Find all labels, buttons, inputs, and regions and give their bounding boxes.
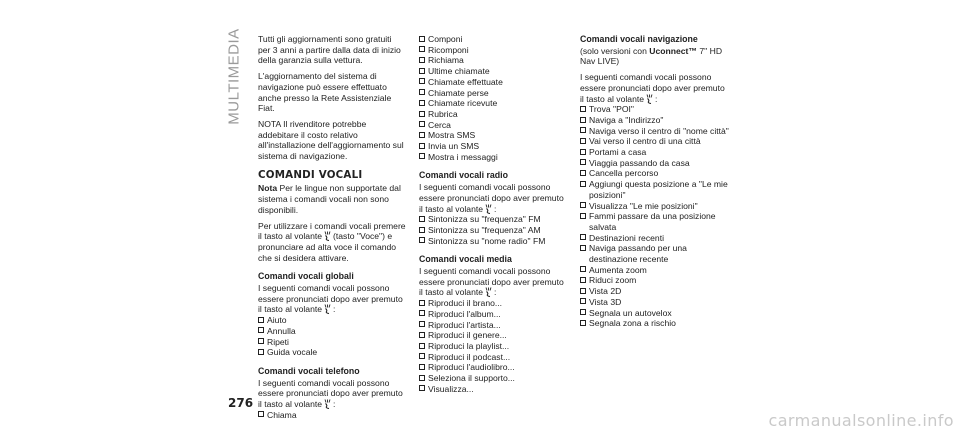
- command-item: [419, 298, 569, 309]
- command-item: [580, 158, 730, 169]
- checkbox-bullet-icon: [419, 300, 425, 306]
- command-item-label: Richiama: [428, 55, 464, 66]
- command-item-label: Riproduci il brano...: [428, 298, 503, 309]
- command-item-label: Sintonizza su "frequenza" FM: [428, 214, 541, 225]
- subsection-intro: I seguenti comandi vocali possono essere pronunciati dopo aver premuto il tasto al volante :: [580, 72, 725, 104]
- command-item: [419, 34, 569, 45]
- command-item: [580, 147, 730, 158]
- command-item-label: Sintonizza su "nome radio" FM: [428, 235, 546, 246]
- command-item-label: Ricomponi: [428, 44, 469, 55]
- subsection-intro: I seguenti comandi vocali possono essere pronunciati dopo aver premuto il tasto al volante :: [419, 182, 564, 214]
- checkbox-bullet-icon: [419, 375, 425, 381]
- command-item-label: Componi: [428, 34, 463, 44]
- voice-command-icon: [323, 231, 332, 241]
- command-item-label: Riproduci la playlist...: [428, 340, 510, 351]
- command-item: [419, 141, 569, 152]
- checkbox-bullet-icon: [258, 411, 264, 417]
- command-item: [419, 309, 569, 320]
- checkbox-bullet-icon: [580, 298, 586, 304]
- checkbox-bullet-icon: [419, 121, 425, 127]
- command-item: [258, 315, 406, 326]
- command-item-label: Aggiungi questa posizione a "Le mie posizioni": [589, 179, 728, 200]
- command-item-label: Aumenta zoom: [589, 264, 647, 275]
- checkbox-bullet-icon: [419, 132, 425, 138]
- command-item: [419, 236, 569, 247]
- command-item-label: Visualizza "Le mie posizioni": [589, 200, 698, 211]
- command-item-label: Cerca: [428, 119, 451, 130]
- command-item: [580, 233, 730, 244]
- command-item-label: Vai verso il centro di una città: [589, 136, 701, 147]
- command-item: [258, 337, 406, 348]
- subsection-title: Comandi vocali globali: [258, 271, 354, 282]
- command-item: [419, 214, 569, 225]
- command-list: [258, 410, 406, 421]
- checkbox-bullet-icon: [580, 106, 586, 112]
- nota-label: Nota: [258, 183, 278, 194]
- command-item-label: Destinazioni recenti: [589, 232, 664, 243]
- command-item: [580, 265, 730, 276]
- watermark: carmanualsonline.info: [768, 411, 954, 429]
- command-list: [419, 214, 569, 246]
- voice-command-icon: [323, 399, 332, 409]
- command-item: [580, 104, 730, 115]
- page-number: 276: [228, 396, 254, 410]
- command-item-label: Chiama: [267, 409, 297, 420]
- command-item: [419, 384, 569, 395]
- checkbox-bullet-icon: [580, 309, 586, 315]
- command-item-label: Ultime chiamate: [428, 66, 490, 77]
- command-item: [580, 126, 730, 137]
- checkbox-bullet-icon: [580, 170, 586, 176]
- command-item-label: Cancella percorso: [589, 168, 659, 179]
- command-item: [419, 77, 569, 88]
- checkbox-bullet-icon: [580, 127, 586, 133]
- checkbox-bullet-icon: [419, 36, 425, 42]
- command-item-label: Ripeti: [267, 336, 289, 347]
- command-item-label: Aiuto: [267, 315, 287, 326]
- voice-command-icon: [323, 304, 332, 314]
- command-item: [419, 352, 569, 363]
- command-item-label: Portami a casa: [589, 147, 647, 158]
- section-title: COMANDI VOCALI: [258, 168, 363, 181]
- command-item: [419, 98, 569, 109]
- command-item: [419, 45, 569, 56]
- command-item: [419, 109, 569, 120]
- command-item: [419, 341, 569, 352]
- checkbox-bullet-icon: [419, 332, 425, 338]
- checkbox-bullet-icon: [419, 143, 425, 149]
- checkbox-bullet-icon: [419, 343, 425, 349]
- command-item-label: Riproduci il genere...: [428, 330, 507, 341]
- nota-text: Per le lingue non supportate dal sistema i comandi vocali non sono disponibili.: [258, 183, 401, 215]
- command-item-label: Guida vocale: [267, 347, 318, 358]
- checkbox-bullet-icon: [580, 288, 586, 294]
- command-item-label: Viaggia passando da casa: [589, 157, 690, 168]
- command-item-label: Chiamate effettuate: [428, 76, 503, 87]
- command-item-label: Fammi passare da una posizione salvata: [589, 211, 716, 232]
- command-item: [419, 225, 569, 236]
- checkbox-bullet-icon: [580, 181, 586, 187]
- command-item: [419, 130, 569, 141]
- command-item: [580, 243, 730, 264]
- command-item: [419, 88, 569, 99]
- checkbox-bullet-icon: [419, 227, 425, 233]
- command-item-label: Riproduci l'album...: [428, 308, 501, 319]
- command-item: [580, 201, 730, 212]
- intro-paragraph: Tutti gli aggiornamenti sono gratuiti per 3 anni a partire dalla data di inizio della garanzia sulla vettura.: [258, 34, 401, 66]
- command-item: [580, 286, 730, 297]
- command-item-label: Naviga a "Indirizzo": [589, 114, 664, 125]
- command-item-label: Seleziona il supporto...: [428, 373, 515, 384]
- checkbox-bullet-icon: [419, 78, 425, 84]
- checkbox-bullet-icon: [580, 234, 586, 240]
- checkbox-bullet-icon: [419, 68, 425, 74]
- command-item-label: Segnala un autovelox: [589, 307, 672, 318]
- command-item: [419, 320, 569, 331]
- checkbox-bullet-icon: [580, 245, 586, 251]
- command-item-label: Annulla: [267, 325, 296, 336]
- command-item-label: Riproduci l'audiolibro...: [428, 362, 515, 373]
- checkbox-bullet-icon: [258, 338, 264, 344]
- command-item: [258, 410, 406, 421]
- voice-command-icon: [645, 94, 654, 104]
- command-item-label: Trova "POI": [589, 104, 634, 115]
- command-item-label: Vista 2D: [589, 286, 622, 297]
- checkbox-bullet-icon: [580, 149, 586, 155]
- command-item: [419, 120, 569, 131]
- command-item: [419, 55, 569, 66]
- checkbox-bullet-icon: [580, 320, 586, 326]
- command-item: [580, 275, 730, 286]
- command-list: [258, 315, 406, 358]
- command-item: [419, 362, 569, 373]
- command-item: [419, 373, 569, 384]
- command-item: [258, 347, 406, 358]
- command-item: [580, 168, 730, 179]
- section-side-label: MULTIMEDIA: [225, 27, 243, 125]
- checkbox-bullet-icon: [580, 277, 586, 283]
- subsection-intro: I seguenti comandi vocali possono essere pronunciati dopo aver premuto il tasto al volante :: [258, 377, 403, 410]
- version-note: (solo versioni con Uconnect™ 7" HD Nav LIVE): [580, 45, 723, 67]
- command-item-label: Chiamate perse: [428, 87, 489, 98]
- command-item-label: Vista 3D: [589, 296, 622, 307]
- command-item: [580, 179, 730, 200]
- nota-paragraph: [258, 183, 406, 215]
- voice-command-icon: [484, 204, 493, 214]
- checkbox-bullet-icon: [419, 46, 425, 52]
- command-item: [580, 318, 730, 329]
- checkbox-bullet-icon: [419, 310, 425, 316]
- checkbox-bullet-icon: [258, 349, 264, 355]
- voice-instruction: Per utilizzare i comandi vocali premere il tasto al volante (tasto "Voce") e pronunciare ad alta voce il comando che si desidera attivare.: [258, 220, 406, 263]
- command-item-label: Riduci zoom: [589, 275, 637, 286]
- command-item-label: Naviga passando per una destinazione recente: [589, 243, 687, 265]
- checkbox-bullet-icon: [580, 202, 586, 208]
- checkbox-bullet-icon: [419, 321, 425, 327]
- column-2: [419, 34, 569, 395]
- checkbox-bullet-icon: [419, 353, 425, 359]
- checkbox-bullet-icon: [419, 153, 425, 159]
- checkbox-bullet-icon: [419, 385, 425, 391]
- command-item-label: Sintonizza su "frequenza" AM: [428, 224, 541, 235]
- command-item: [580, 136, 730, 147]
- subsection-title: Comandi vocali radio: [419, 170, 508, 181]
- checkbox-bullet-icon: [580, 117, 586, 123]
- command-item-label: Segnala zona a rischio: [589, 318, 676, 329]
- command-item-label: Rubrica: [428, 108, 458, 119]
- command-list: [419, 298, 569, 394]
- checkbox-bullet-icon: [419, 364, 425, 370]
- command-item: [580, 211, 730, 232]
- checkbox-bullet-icon: [419, 216, 425, 222]
- command-item-label: Visualizza...: [428, 383, 474, 394]
- checkbox-bullet-icon: [258, 327, 264, 333]
- column-3: [580, 34, 730, 329]
- subsection-intro: I seguenti comandi vocali possono essere pronunciati dopo aver premuto il tasto al volante :: [419, 266, 564, 298]
- checkbox-bullet-icon: [580, 266, 586, 272]
- subsection-title: Comandi vocali telefono: [258, 365, 360, 376]
- checkbox-bullet-icon: [419, 237, 425, 243]
- subsection-title: Comandi vocali media: [419, 254, 512, 265]
- checkbox-bullet-icon: [258, 317, 264, 323]
- checkbox-bullet-icon: [419, 89, 425, 95]
- command-item-label: Riproduci il podcast...: [428, 351, 511, 362]
- command-item: [419, 330, 569, 341]
- checkbox-bullet-icon: [580, 138, 586, 144]
- subsection-title: Comandi vocali navigazione: [580, 34, 698, 44]
- checkbox-bullet-icon: [419, 100, 425, 106]
- checkbox-bullet-icon: [419, 57, 425, 63]
- command-item-label: Mostra i messaggi: [428, 151, 498, 162]
- subsection-intro: I seguenti comandi vocali possono essere pronunciati dopo aver premuto il tasto al volante :: [258, 283, 403, 315]
- command-item-label: Invia un SMS: [428, 141, 480, 152]
- command-item-label: Chiamate ricevute: [428, 98, 498, 109]
- checkbox-bullet-icon: [580, 213, 586, 219]
- command-item-label: Mostra SMS: [428, 130, 476, 141]
- checkbox-bullet-icon: [580, 159, 586, 165]
- voice-command-icon: [484, 287, 493, 297]
- intro-paragraph: L'aggiornamento del sistema di navigazione può essere effettuato anche presso la Rete Assistenziale Fiat.: [258, 71, 392, 114]
- command-item-label: Riproduci l'artista...: [428, 319, 501, 330]
- checkbox-bullet-icon: [419, 111, 425, 117]
- command-list: [580, 104, 730, 329]
- note-paragraph: NOTA Il rivenditore potrebbe addebitare il costo relativo all'installazione dell'aggiornamento sul sistema di navigazione.: [258, 118, 404, 162]
- command-item: [258, 326, 406, 337]
- command-item: [419, 66, 569, 77]
- command-list: [419, 34, 569, 162]
- command-item: [419, 152, 569, 163]
- command-item-label: Naviga verso il centro di "nome città": [589, 125, 729, 136]
- column-1: [258, 34, 406, 421]
- command-item: [580, 297, 730, 308]
- command-item: [580, 115, 730, 126]
- command-item: [580, 308, 730, 319]
